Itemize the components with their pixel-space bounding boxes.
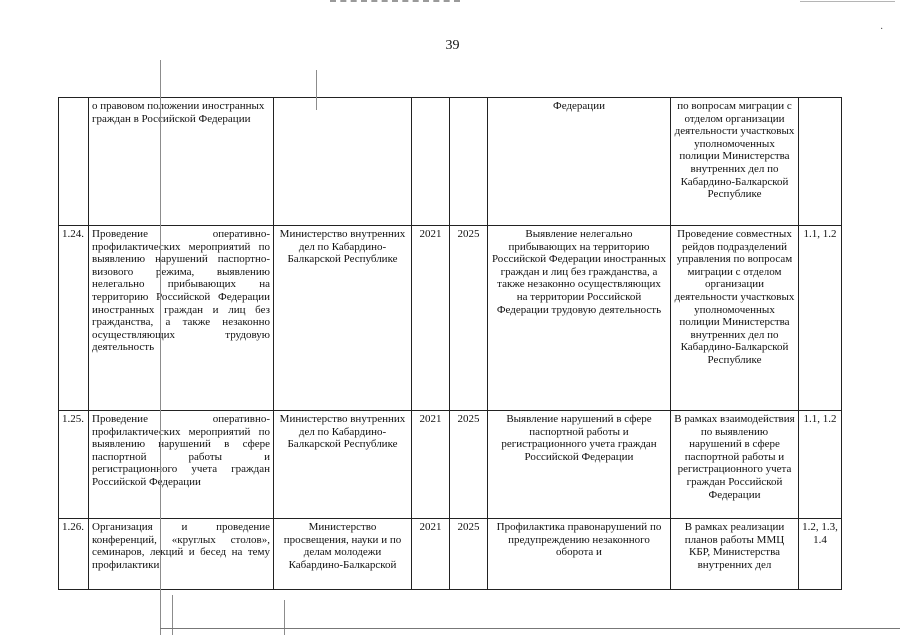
year-start-cell xyxy=(412,98,450,226)
row-number: 1.25. xyxy=(59,411,89,519)
page-number: 39 xyxy=(445,38,460,53)
scan-artifact-top-right xyxy=(800,1,895,2)
executor-cell: Министерство просвещения, науки и по делам молодежи Кабардино-Балкарской xyxy=(274,519,412,590)
scan-artifact-line xyxy=(160,60,161,635)
table-row xyxy=(59,519,842,590)
executor-cell xyxy=(274,98,412,226)
link-cell: по вопросам миграции с отделом организации деятельности участковых уполномоченных полиции Министерства внутренних дел по Кабардино-Балкарской Республике xyxy=(671,98,799,226)
table-row xyxy=(59,98,842,226)
link-cell: В рамках взаимодействия по выявлению нарушений в сфере паспортной работы и регистрационного учета граждан Российской Федерации xyxy=(671,411,799,519)
scan-artifact-top xyxy=(330,0,460,6)
year-start-cell: 2021 xyxy=(412,226,450,411)
plan-table xyxy=(58,97,842,590)
year-end-cell xyxy=(450,98,488,226)
executor-cell: Министерство внутренних дел по Кабардино-Балкарской Республике xyxy=(274,226,412,411)
table-row xyxy=(59,226,842,411)
tasks-cell: 1.1, 1.2 xyxy=(799,226,842,411)
row-number: 1.24. xyxy=(59,226,89,411)
event-cell: о правовом положении иностранных граждан в Российской Федерации xyxy=(89,98,274,226)
scan-artifact-bottom xyxy=(160,628,900,629)
year-end-cell: 2025 xyxy=(450,226,488,411)
row-number xyxy=(59,98,89,226)
row-number: 1.26. xyxy=(59,519,89,590)
tasks-cell: 1.2, 1.3, 1.4 xyxy=(799,519,842,590)
year-end-cell: 2025 xyxy=(450,411,488,519)
result-cell: Выявление нелегально прибывающих на территорию Российской Федерации иностранных граждан и лиц без гражданства, а также незаконно осуществляющих на территории Российской Федерации трудовую деятельность xyxy=(488,226,671,411)
link-cell: В рамках реализации планов работы ММЦ КБР, Министерства внутренних дел xyxy=(671,519,799,590)
tasks-cell: 1.1, 1.2 xyxy=(799,411,842,519)
result-cell: Профилактика правонарушений по предупреждению незаконного оборота и xyxy=(488,519,671,590)
year-end-cell: 2025 xyxy=(450,519,488,590)
result-cell: Выявление нарушений в сфере паспортной работы и регистрационного учета граждан Российской Федерации xyxy=(488,411,671,519)
tasks-cell xyxy=(799,98,842,226)
executor-cell: Министерство внутренних дел по Кабардино-Балкарской Республике xyxy=(274,411,412,519)
event-cell: Проведение оперативно-профилактических мероприятий по выявлению нарушений в сфере паспортной работы и регистрационного учета граждан Российской Федерации xyxy=(89,411,274,519)
event-cell: Проведение оперативно-профилактических мероприятий по выявлению нарушений паспортно-визового режима, выявлению нелегально прибывающих на территорию Российской Федерации иностранных граждан и лиц без гражданства, а также незаконно осуществляющих трудовую деятельность xyxy=(89,226,274,411)
link-cell: Проведение совместных рейдов подразделений управления по вопросам миграции с отделом организации деятельности участковых уполномоченных полиции Министерства внутренних дел по Кабардино-Балкарской Республике xyxy=(671,226,799,411)
table-row xyxy=(59,411,842,519)
event-cell: Организация и проведение конференций, «круглых столов», семинаров, лекций и бесед на тему профилактики xyxy=(89,519,274,590)
scan-artifact-line xyxy=(316,70,317,110)
scan-speck: · xyxy=(880,24,884,35)
year-start-cell: 2021 xyxy=(412,411,450,519)
result-cell: Федерации xyxy=(488,98,671,226)
year-start-cell: 2021 xyxy=(412,519,450,590)
scan-artifact-line xyxy=(284,600,285,635)
scan-artifact-line xyxy=(172,595,173,635)
